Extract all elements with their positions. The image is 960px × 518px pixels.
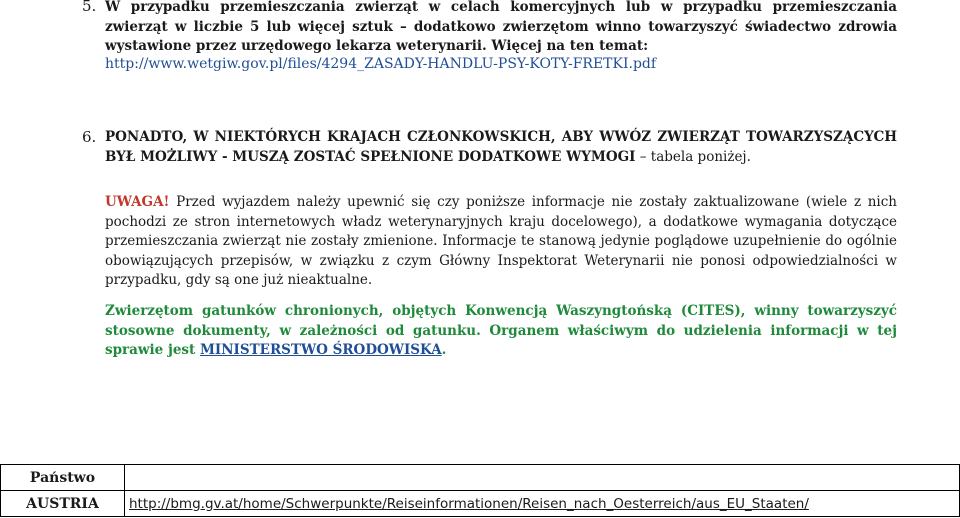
item-5-bold-text: W przypadku przemieszczania zwierząt w celach komercyjnych lub w przypadku przemieszczania zwierząt w liczbie 5 lub więcej sztuk – dodatkowo zwierzętom winno towarzyszyć świadectwo zdrowia wystawione przez urzędowego lekarza weterynarii. Więcej na ten temat: [105, 0, 897, 54]
warning-label: UWAGA! [105, 194, 170, 210]
item-6-bold-text: PONADTO, W NIEKTÓRYCH KRAJACH CZŁONKOWSKICH, ABY WWÓZ ZWIERZĄT TOWARZYSZĄCYCH BYŁ MOŻLIWY - MUSZĄ ZOSTAĆ SPEŁNIONE DODATKOWE WYMOGI [105, 129, 897, 165]
item-5-link[interactable]: http://www.wetgiw.gov.pl/files/4294_ZASADY-HANDLU-PSY-KOTY-FRETKI.pdf [105, 56, 657, 72]
country-info-link[interactable]: http://bmg.gv.at/home/Schwerpunkte/Reiseinformationen/Reisen_nach_Oesterreich/aus_EU_Staaten/ [129, 495, 809, 512]
warning-paragraph [105, 193, 897, 291]
item-5-number: 5. [82, 0, 97, 15]
table-header-row [1, 465, 960, 491]
ministry-link[interactable]: MINISTERSTWO ŚRODOWISKA [199, 342, 442, 358]
table-row [1, 491, 960, 517]
table-cell-url [125, 491, 960, 517]
cites-end: . [441, 342, 447, 358]
item-6-text [105, 128, 897, 167]
cites-paragraph [105, 302, 897, 361]
warning-text: Przed wyjazdem należy upewnić się czy poniższe informacje nie zostały zaktualizowane (wiele z nich pochodzi ze stron internetowych władz weterynaryjnych kraju docelowego), a dodatkowe wymagania dotyczące przemieszczania zwierząt nie zostały zmienione. Informacje te stanową jedynie poglądowe uzupełnienie do ogólnie obowiązujących przepisów, w związku z czym Główny Inspektorat Weterynarii nie ponosi odpowiedzialności w przypadku, gdy są one już nieaktualne. [105, 194, 897, 288]
table-cell-country: AUSTRIA [1, 491, 125, 517]
item-6-number: 6. [82, 128, 97, 146]
table-header-empty [125, 465, 960, 491]
cites-text: Zwierzętom gatunków chronionych, objętych Konwencją Waszyngtońską (CITES), winny towarzyszyć stosowne dokumenty, w zależności od gatunku. Organem właściwym do udzielenia informacji w tej sprawie jest [105, 303, 897, 358]
table-header-country: Państwo [1, 465, 125, 491]
country-requirements-table [0, 464, 960, 517]
item-5-text [105, 0, 897, 57]
item-6-normal-text: – tabela poniżej. [635, 148, 751, 165]
